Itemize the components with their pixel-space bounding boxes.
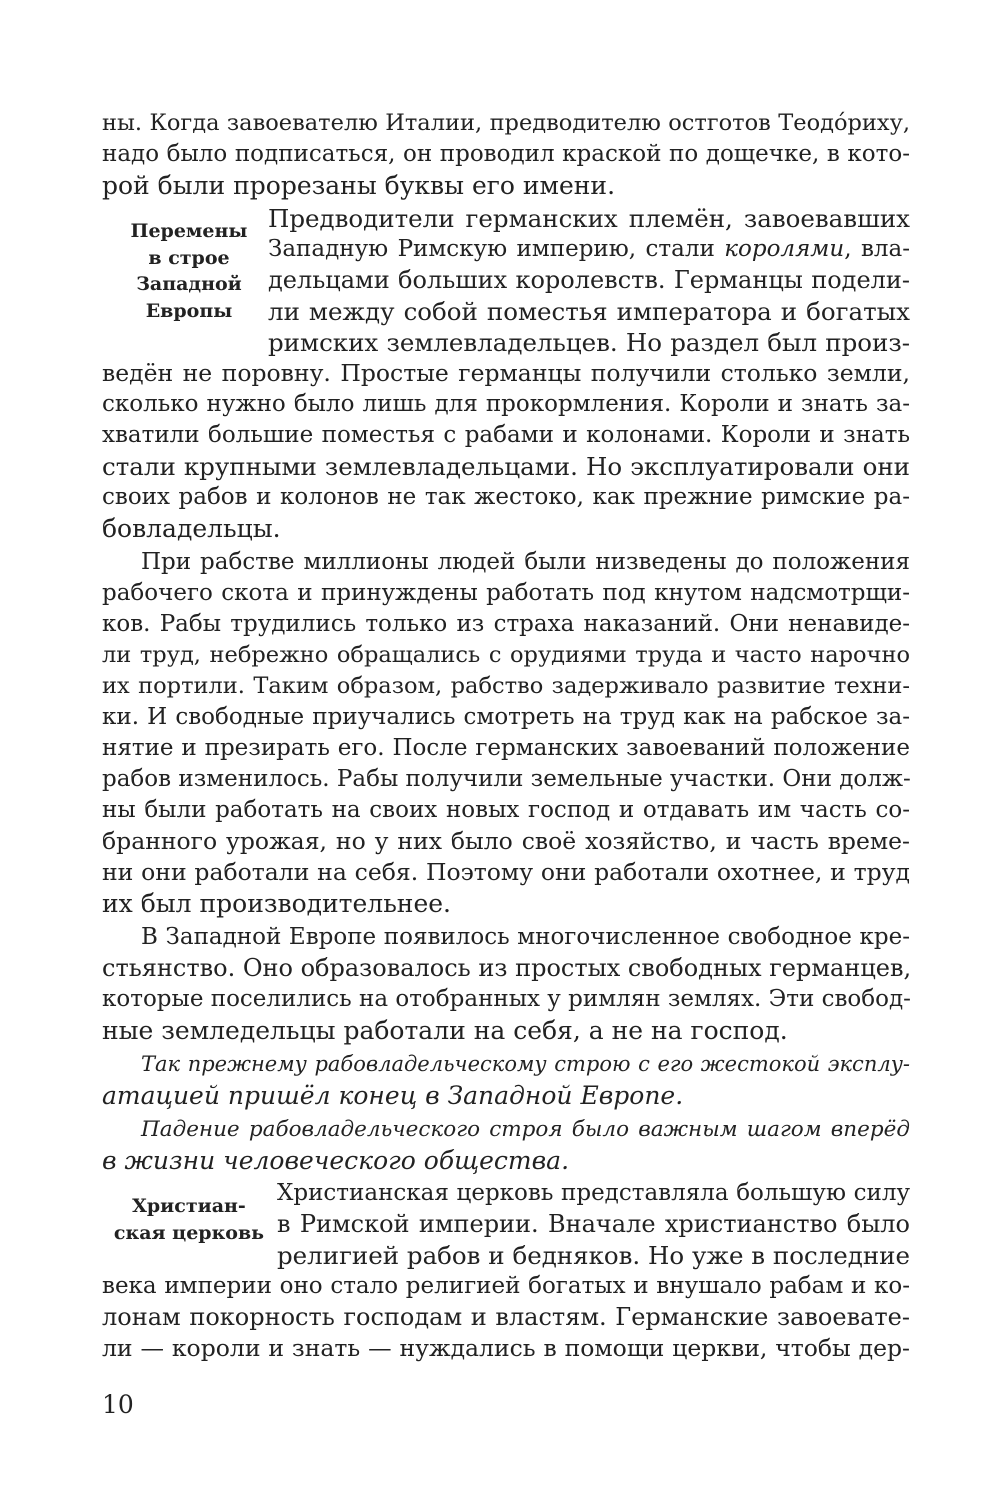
text-line: их был производительнее. <box>102 889 451 918</box>
text-line: ли между собой поместья императора и богатых <box>268 297 910 326</box>
text-line: которые поселились на отобранных у римлян землях. Эти свобод- <box>102 986 911 1012</box>
text-line: хватили большие поместья с рабами и колонами. Короли и знать <box>102 422 910 448</box>
text-line: ные земледельцы работали на себя, а не на господ. <box>102 1016 788 1045</box>
italic-conclusion-line: Падение рабовладельческого строя было важным шагом вперёд <box>141 1117 910 1142</box>
text-line: их портили. Таким образом, рабство задерживало развитие техни- <box>102 673 910 699</box>
sidenote-christian-church: Христиан- ская церковь <box>113 1195 265 1244</box>
text-line: религией рабов и бедняков. Но уже в последние <box>277 1241 910 1270</box>
italic-conclusion-line: Так прежнему рабовладельческому строю с его жестокой эксплу- <box>141 1052 910 1076</box>
italic-conclusion-line: атацией пришёл конец в Западной Европе. <box>102 1081 684 1110</box>
text-line: рой были прорезаны буквы его имени. <box>102 171 616 200</box>
text-line: сколько нужно было лишь для прокормления. Короли и знать за- <box>102 391 910 417</box>
sidenote-changes-in-western-europe: Перемены в строе Западной Европы <box>130 220 248 322</box>
text-line: надо было подписаться, он проводил краской по дощечке, в кото- <box>102 141 910 167</box>
text-line: В Западной Европе появилось многочисленное свободное кре- <box>141 924 910 950</box>
text-line: рабов изменилось. Рабы получили земельные участки. Они долж- <box>102 766 911 792</box>
text-line: в Римской империи. Вначале христианство было <box>277 1210 910 1238</box>
text-line: нятие и презирать его. После германских завоеваний положение <box>102 735 910 761</box>
text-line: Христианская церковь представляла большую силу <box>277 1180 910 1206</box>
text-line: ни они работали на себя. Поэтому они работали охотнее, и труд <box>102 858 910 886</box>
text-line: века империи оно стало религией богатых и внушало рабам и ко- <box>102 1273 910 1299</box>
kings-term: королями <box>724 236 845 262</box>
text-line: бовладельцы. <box>102 514 281 543</box>
text-line: ли труд, небрежно обращались с орудиями труда и часто нарочно <box>102 642 910 668</box>
text-line: римских землевладельцев. Но раздел был произ- <box>268 328 910 357</box>
text-line: ли — короли и знать — нуждались в помощи церкви, чтобы дер- <box>102 1334 910 1362</box>
text-line: ки. И свободные приучались смотреть на труд как на рабское за- <box>102 704 910 730</box>
text-line: ведён не поровну. Простые германцы получили столько земли, <box>102 359 910 387</box>
text-line: своих рабов и колонов не так жестоко, как прежние римские ра- <box>102 484 910 510</box>
text-line: Предводители германских племён, завоевавших <box>268 204 910 233</box>
text-line: ны были работать на своих новых господ и отдавать им часть со- <box>102 797 910 823</box>
text-line: Западную Римскую империю, стали королями, вла- <box>268 236 910 262</box>
text-line: рабочего скота и принуждены работать под кнутом надсмотрщи- <box>102 580 910 606</box>
text-line: ны. Когда завоевателю Италии, предводителю остготов Теодо́риху, <box>102 110 910 136</box>
page-number: 10 <box>102 1390 134 1419</box>
text-line: стали крупными землевладельцами. Но эксплуатировали они <box>102 452 910 481</box>
text-line: бранного урожая, но у них было своё хозяйство, и часть време- <box>102 827 910 855</box>
text-line: При рабстве миллионы людей были низведены до положения <box>141 549 910 575</box>
text-line: лонам покорность господам и властям. Германские завоевате- <box>102 1303 910 1331</box>
text-line: дельцами больших королевств. Германцы подели- <box>268 266 910 294</box>
text-line: ков. Рабы трудились только из страха наказаний. Они ненавиде- <box>102 611 910 637</box>
text-line: стьянство. Оно образовалось из простых свободных германцев, <box>102 954 912 982</box>
italic-conclusion-line: в жизни человеческого общества. <box>102 1146 570 1175</box>
